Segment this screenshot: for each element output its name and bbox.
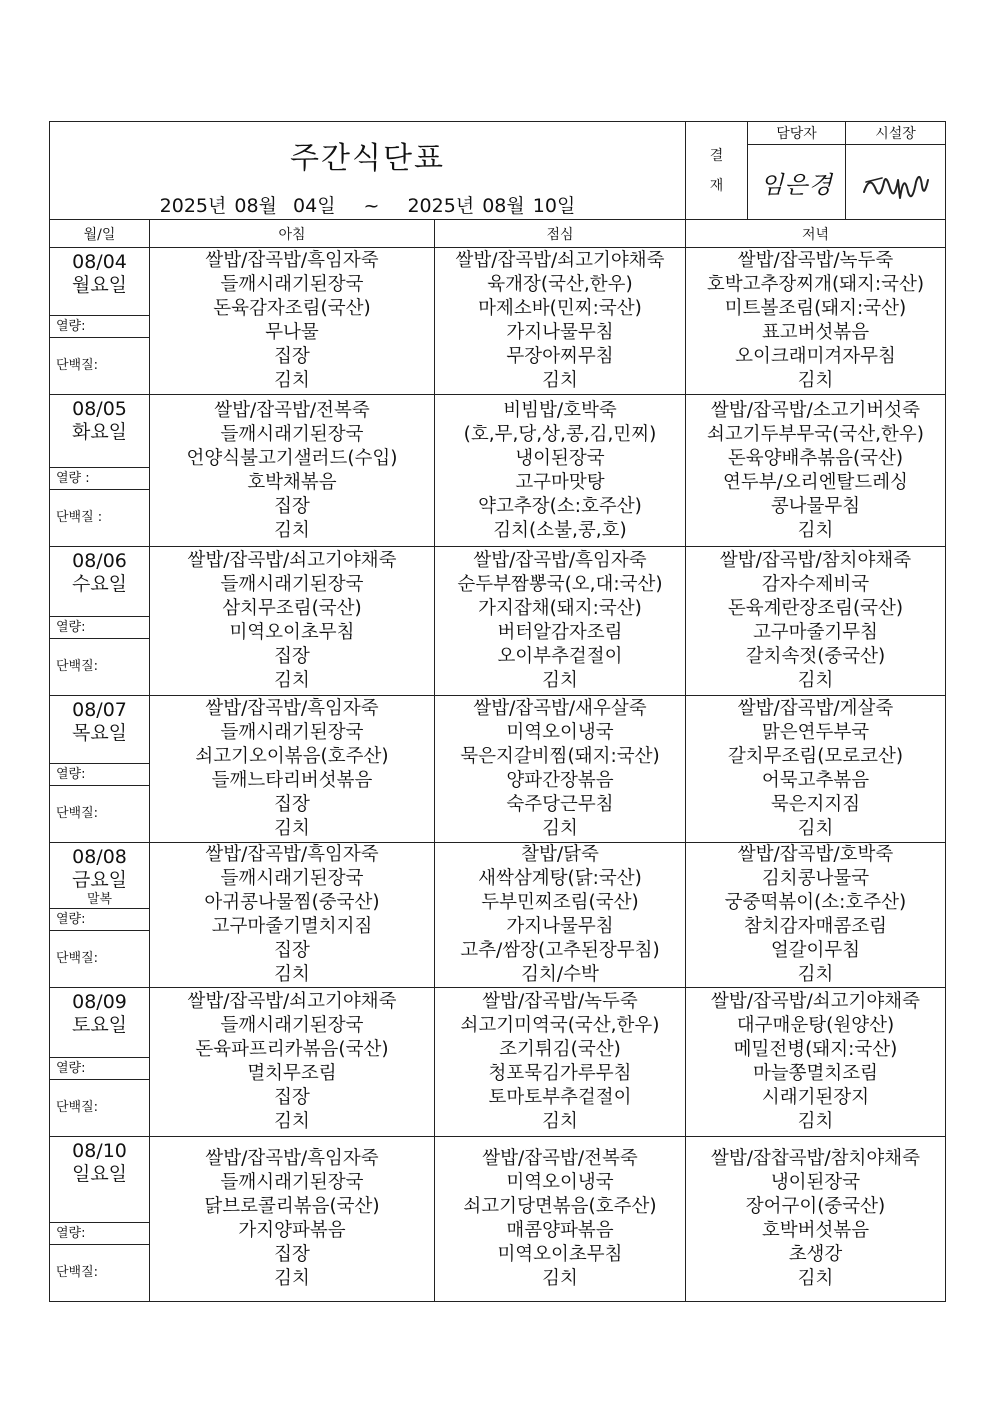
menu-item: 미역오이초무침 <box>497 1244 623 1265</box>
day-cell <box>50 547 150 696</box>
menu-item: 냉이된장국 <box>515 447 605 469</box>
menu-item: 두부민찌조림(국산) <box>481 892 639 913</box>
column-day: 월/일 <box>50 220 150 248</box>
meal-dinner <box>686 1137 946 1302</box>
menu-item: 대구매운탕(원양산) <box>736 1015 895 1036</box>
meal-lunch <box>435 843 686 988</box>
day-kcal-label: 열량: <box>50 616 149 638</box>
menu-item: 닭브로콜리볶음(국산) <box>204 1196 380 1217</box>
menu-item: 돈육계란장조림(국산) <box>727 598 904 619</box>
menu-item: 찰밥/닭죽 <box>521 844 599 865</box>
day-kcal-label: 열량: <box>50 763 149 785</box>
menu-item: 미역오이초무침 <box>229 622 355 643</box>
menu-item: 쌀밥/잡곡밥/흑임자죽 <box>205 1148 379 1169</box>
meal-dinner <box>686 988 946 1137</box>
menu-item: 가지잡채(돼지:국산) <box>478 598 642 619</box>
menu-item: 김치 <box>797 370 834 391</box>
day-kcal-label: 열량: <box>50 1057 149 1079</box>
menu-item: 집장 <box>274 346 310 367</box>
menu-item: 어묵고추볶음 <box>761 770 870 791</box>
menu-item: 조기튀김(국산) <box>499 1039 621 1060</box>
meal-dinner <box>686 696 946 843</box>
menu-item: 쇠고기오이볶음(호주산) <box>195 746 389 767</box>
menu-item: 쌀밥/잡곡밥/쇠고기야채죽 <box>187 991 397 1012</box>
meal-lunch <box>435 1137 686 1302</box>
menu-item: 김치콩나물국 <box>761 868 870 889</box>
day-protein-label: 단백질: <box>50 930 149 987</box>
menu-item: 김치 <box>797 964 834 985</box>
menu-table <box>49 121 946 1302</box>
day-weekday: 화요일 <box>71 421 128 443</box>
signer-1-box <box>748 145 846 220</box>
menu-item: 김치 <box>542 818 578 839</box>
menu-item: 맑은연두부국 <box>761 722 870 743</box>
meal-dinner <box>686 395 946 547</box>
signer-2-box <box>846 145 946 220</box>
menu-item: 육개장(국산,한우) <box>487 274 633 295</box>
day-protein-label: 단백질 : <box>50 489 149 546</box>
menu-item: 새싹삼계탕(닭:국산) <box>478 868 642 889</box>
day-protein-label: 단백질: <box>50 638 149 695</box>
menu-item: 고구마줄기무침 <box>752 622 879 643</box>
menu-item: 김치 <box>274 1111 310 1132</box>
menu-item: 토마토부추겉절이 <box>488 1087 632 1108</box>
menu-item: 오이크래미겨자무침 <box>735 346 896 367</box>
menu-item: (호,무,당,상,콩,김,민찌) <box>463 423 657 445</box>
column-breakfast: 아침 <box>150 220 435 248</box>
menu-item: 쌀밥/잡곡밥/흑임자죽 <box>205 844 379 865</box>
menu-item: 쌀밥/잡곡밥/쇠고기야채죽 <box>455 250 665 271</box>
menu-item: 매콤양파볶음 <box>506 1220 614 1241</box>
menu-item: 집장 <box>274 646 310 667</box>
menu-item: 약고추장(소:호주산) <box>478 495 642 517</box>
day-cell <box>50 843 150 988</box>
column-dinner: 저녁 <box>686 220 946 248</box>
menu-item: 시래기된장지 <box>761 1087 870 1108</box>
menu-item: 김치 <box>542 670 578 691</box>
signer-2-role: 시설장 <box>846 122 946 145</box>
menu-item: 호박채볶음 <box>247 471 337 493</box>
date-tilde: ~ <box>363 195 380 217</box>
menu-item: 집장 <box>274 940 310 961</box>
meal-lunch <box>435 547 686 696</box>
day-cell <box>50 395 150 547</box>
menu-item: 궁중떡볶이(소:호주산) <box>724 892 907 913</box>
menu-item: 호박고추장찌개(돼지:국산) <box>706 274 925 295</box>
menu-item: 갈치속젓(중국산) <box>745 646 886 667</box>
menu-item: 들깨시래기된장국 <box>220 574 364 595</box>
menu-item: 쌀밥/잡곡밥/녹두죽 <box>737 250 894 271</box>
day-row <box>50 696 946 843</box>
meal-dinner <box>686 547 946 696</box>
day-kcal-label: 열량: <box>50 315 149 337</box>
menu-item: 김치 <box>274 964 310 985</box>
menu-item: 김치 <box>797 670 834 691</box>
menu-item: 초생강 <box>788 1244 843 1265</box>
day-protein-label: 단백질: <box>50 785 149 842</box>
meal-breakfast <box>150 696 435 843</box>
day-kcal-label: 열량: <box>50 908 149 930</box>
approval-label-2: 재 <box>709 177 724 194</box>
meal-breakfast <box>150 1137 435 1302</box>
menu-item: 냉이된장국 <box>770 1172 861 1193</box>
menu-item: 쇠고기당면볶음(호주산) <box>463 1196 657 1217</box>
menu-item: 언양식불고기샐러드(수입) <box>186 447 398 469</box>
day-weekday: 목요일 <box>71 722 128 744</box>
menu-item: 들깨시래기된장국 <box>220 1015 364 1036</box>
day-row <box>50 547 946 696</box>
menu-item: 가지나물무침 <box>506 916 614 937</box>
menu-item: 미역오이냉국 <box>506 722 614 743</box>
menu-item: 쌀밥/잡곡밥/흑임자죽 <box>205 250 379 271</box>
menu-item: 돈육감자조림(국산) <box>213 298 371 319</box>
menu-item: 고구마맛탕 <box>515 471 605 493</box>
menu-item: 집장 <box>274 495 310 517</box>
menu-item: 순두부짬뽕국(오,대:국산) <box>457 574 663 595</box>
menu-item: 김치(소불,콩,호) <box>493 519 627 541</box>
day-protein-label: 단백질: <box>50 1244 149 1301</box>
menu-item: 쌀밥/잡곡밥/참치야채죽 <box>719 550 912 571</box>
menu-item: 김치 <box>542 1111 578 1132</box>
day-date: 08/09 <box>72 991 127 1013</box>
menu-item: 감자수제비국 <box>761 574 870 595</box>
date-start: 2025년 08월 04일 <box>159 195 336 217</box>
menu-item: 호박버섯볶음 <box>761 1220 870 1241</box>
signer-1-signature: 임은경 <box>760 170 833 199</box>
meal-lunch <box>435 395 686 547</box>
day-weekday: 일요일 <box>71 1163 128 1185</box>
menu-item: 삼치무조림(국산) <box>222 598 362 619</box>
menu-item: 장어구이(중국산) <box>745 1196 886 1217</box>
menu-item: 쌀밥/잡찹곡밥/참치야채죽 <box>710 1148 921 1169</box>
menu-item: 쌀밥/잡곡밥/새우살죽 <box>473 698 647 719</box>
menu-item: 돈육파프리카볶음(국산) <box>195 1039 389 1060</box>
meal-breakfast <box>150 843 435 988</box>
approval-label-1: 결 <box>709 147 724 164</box>
meal-lunch <box>435 696 686 843</box>
date-end: 2025년 08월 10일 <box>407 195 576 217</box>
column-lunch: 점심 <box>435 220 686 248</box>
menu-item: 집장 <box>274 1244 310 1265</box>
column-header-row <box>50 220 946 248</box>
day-row <box>50 1137 946 1302</box>
menu-item: 들깨시래기된장국 <box>220 722 364 743</box>
day-kcal-label: 열량: <box>50 1222 149 1244</box>
menu-item: 쌀밥/잡곡밥/녹두죽 <box>482 991 638 1012</box>
menu-item: 미역오이냉국 <box>506 1172 614 1193</box>
menu-item: 김치 <box>274 519 310 541</box>
menu-item: 미트볼조림(돼지:국산) <box>724 298 907 319</box>
menu-item: 양파간장볶음 <box>506 770 614 791</box>
approval-label-cell <box>686 122 748 220</box>
signature-scribble <box>856 152 936 212</box>
date-range <box>50 191 685 218</box>
menu-item: 김치 <box>274 1268 310 1289</box>
menu-item: 비빔밥/호박죽 <box>503 399 617 421</box>
meal-breakfast <box>150 988 435 1137</box>
meal-dinner <box>686 843 946 988</box>
menu-item: 메밀전병(돼지:국산) <box>733 1039 898 1060</box>
meal-breakfast <box>150 248 435 395</box>
day-weekday: 토요일 <box>71 1014 128 1036</box>
menu-item: 쌀밥/잡곡밥/흑임자죽 <box>205 698 379 719</box>
day-cell <box>50 988 150 1137</box>
menu-item: 쌀밥/잡곡밥/쇠고기야채죽 <box>187 550 397 571</box>
day-cell <box>50 248 150 395</box>
menu-item: 들깨시래기된장국 <box>220 1172 364 1193</box>
meal-breakfast <box>150 395 435 547</box>
menu-item: 오이부추겉절이 <box>497 646 623 667</box>
meal-dinner <box>686 248 946 395</box>
day-protein-label: 단백질: <box>50 337 149 394</box>
day-row <box>50 248 946 395</box>
day-date: 08/04 <box>72 251 127 273</box>
menu-item: 아귀콩나물찜(중국산) <box>204 892 380 913</box>
menu-item: 집장 <box>274 1087 310 1108</box>
menu-item: 쌀밥/잡곡밥/전복죽 <box>482 1148 638 1169</box>
menu-item: 멸치무조림 <box>247 1063 337 1084</box>
menu-item: 고구마줄기멸치지짐 <box>211 916 373 937</box>
day-row <box>50 843 946 988</box>
menu-item: 돈육양배추볶음(국산) <box>727 447 904 469</box>
day-protein-label: 단백질: <box>50 1079 149 1136</box>
menu-item: 청포묵김가루무침 <box>488 1063 632 1084</box>
day-weekday: 금요일 <box>71 869 128 891</box>
menu-item: 김치 <box>542 1268 578 1289</box>
menu-item: 연두부/오리엔탈드레싱 <box>723 471 908 493</box>
menu-item: 무장아찌무침 <box>506 346 614 367</box>
page-title: 주간식단표 <box>290 141 445 176</box>
meal-breakfast <box>150 547 435 696</box>
menu-item: 마늘쫑멸치조림 <box>752 1063 879 1084</box>
title-cell <box>50 122 686 220</box>
menu-item: 들깨시래기된장국 <box>220 868 364 889</box>
weekly-menu-sheet <box>49 121 945 1302</box>
day-cell <box>50 696 150 843</box>
menu-item: 고추/쌈장(고추된장무침) <box>460 940 660 961</box>
menu-item: 김치 <box>797 519 834 541</box>
menu-item: 김치 <box>797 818 834 839</box>
day-date: 08/10 <box>72 1140 127 1162</box>
menu-item: 김치 <box>274 670 310 691</box>
signer-1-role: 담당자 <box>748 122 846 145</box>
menu-item: 얼갈이무침 <box>770 940 861 961</box>
menu-item: 들깨시래기된장국 <box>220 274 364 295</box>
meal-lunch <box>435 248 686 395</box>
header-row-1 <box>50 122 946 145</box>
menu-item: 쌀밥/잡곡밥/소고기버섯죽 <box>710 399 921 421</box>
menu-item: 콩나물무침 <box>770 495 861 517</box>
menu-item: 들깨느타리버섯볶음 <box>211 770 373 791</box>
menu-item: 김치/수박 <box>521 964 599 985</box>
day-row <box>50 395 946 547</box>
menu-item: 김치 <box>797 1111 834 1132</box>
menu-item: 쌀밥/잡곡밥/호박죽 <box>737 844 894 865</box>
day-weekday: 월요일 <box>71 274 128 296</box>
menu-item: 김치 <box>542 370 578 391</box>
menu-item: 쇠고기미역국(국산,한우) <box>460 1015 660 1036</box>
menu-item: 표고버섯볶음 <box>761 322 870 343</box>
menu-item: 묵은지지짐 <box>770 794 861 815</box>
day-date: 08/06 <box>72 550 127 572</box>
menu-item: 쌀밥/잡곡밥/전복죽 <box>214 399 370 421</box>
menu-item: 김치 <box>797 1268 834 1289</box>
menu-item: 쌀밥/잡곡밥/흑임자죽 <box>473 550 647 571</box>
day-date: 08/07 <box>72 699 127 721</box>
menu-item: 버터알감자조림 <box>497 622 623 643</box>
menu-item: 숙주당근무침 <box>506 794 614 815</box>
menu-item: 쌀밥/잡곡밥/쇠고기야채죽 <box>710 991 921 1012</box>
day-date: 08/08 <box>72 846 127 868</box>
menu-item: 무나물 <box>265 322 319 343</box>
menu-item: 가지나물무침 <box>506 322 614 343</box>
menu-item: 김치 <box>274 370 310 391</box>
menu-item: 쇠고기두부무국(국산,한우) <box>707 423 924 445</box>
day-row <box>50 988 946 1137</box>
menu-item: 마제소바(민찌:국산) <box>478 298 642 319</box>
menu-item: 가지양파볶음 <box>238 1220 346 1241</box>
menu-item: 집장 <box>274 794 310 815</box>
day-note: 말복 <box>86 892 113 907</box>
menu-item: 김치 <box>274 818 310 839</box>
day-kcal-label: 열량 : <box>50 467 149 489</box>
menu-item: 묵은지갈비찜(돼지:국산) <box>460 746 660 767</box>
day-date: 08/05 <box>72 398 127 420</box>
menu-item: 들깨시래기된장국 <box>220 423 364 445</box>
menu-item: 갈치무조림(모로코산) <box>727 746 904 767</box>
day-weekday: 수요일 <box>71 573 128 595</box>
menu-item: 쌀밥/잡곡밥/게살죽 <box>737 698 894 719</box>
day-cell <box>50 1137 150 1302</box>
menu-item: 참치감자매콤조림 <box>744 916 887 937</box>
meal-lunch <box>435 988 686 1137</box>
